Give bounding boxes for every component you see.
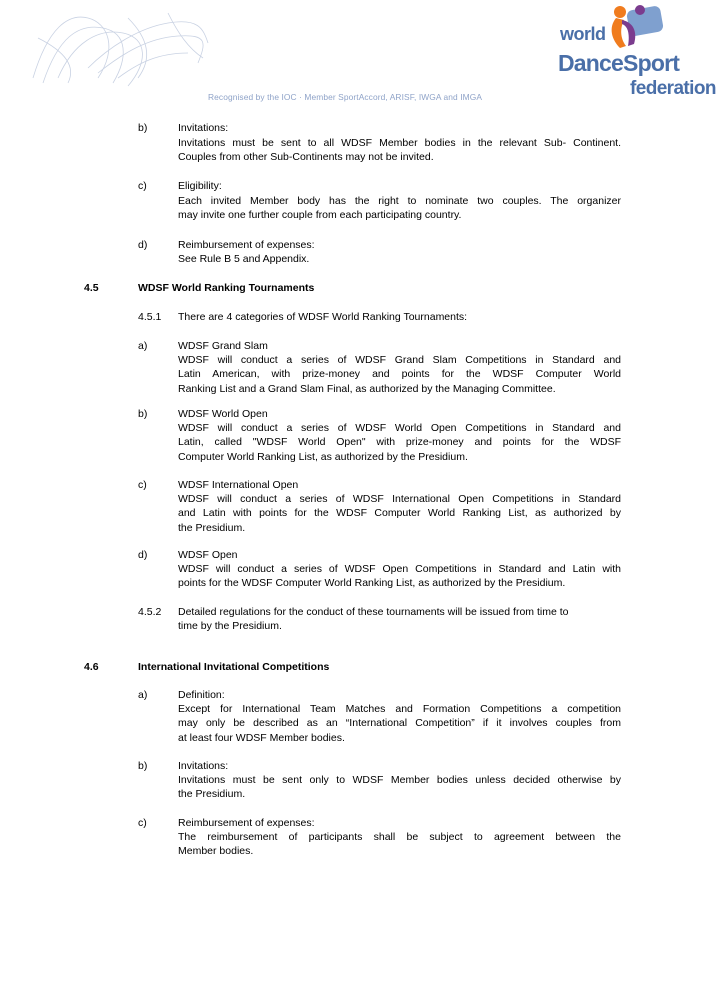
item-label: d) [138, 239, 148, 251]
subsection-text: Detailed regulations for the conduct of these tournaments will be issued from time to time by the Presidium. [178, 606, 569, 633]
item-label: b) [138, 122, 148, 134]
recognition-tagline: Recognised by the IOC · Member SportAccord, ARISF, IWGA and IMGA [208, 92, 483, 102]
item-text: Invitations must be sent to all WDSF Member bodies in the relevant Sub- Continent. Couples from other Sub-Continents may not be invited. [178, 137, 621, 164]
item-text: WDSF will conduct a series of WDSF International Open Competitions in Standard and Latin with points for the WDSF Computer World Ranking List, as authorized by the Presidium. [178, 493, 621, 534]
section-title: International Invitational Competitions [138, 661, 330, 673]
item-title: Reimbursement of expenses: [178, 239, 315, 251]
watermark-graphic [28, 8, 218, 88]
item-label: c) [138, 817, 147, 829]
item-label: b) [138, 760, 148, 772]
dancer-figure-icon [598, 2, 668, 52]
item-title: WDSF Open [178, 549, 238, 561]
logo-text-federation: federation [630, 78, 716, 99]
item-text: Invitations must be sent only to WDSF Member bodies unless decided otherwise by the Presidium. [178, 774, 621, 801]
page-header [0, 0, 716, 110]
subsection-number: 4.5.2 [138, 606, 162, 618]
item-title: Eligibility: [178, 180, 222, 192]
section-number: 4.5 [84, 282, 99, 294]
item-text: The reimbursement of participants shall be subject to agreement between the Member bodies. [178, 831, 621, 858]
section-title: WDSF World Ranking Tournaments [138, 282, 315, 294]
wdsf-logo [556, 2, 716, 102]
item-title: WDSF Grand Slam [178, 340, 268, 352]
item-title: WDSF International Open [178, 479, 299, 491]
item-label: c) [138, 479, 147, 491]
item-label: a) [138, 689, 148, 701]
item-title: Invitations: [178, 760, 229, 772]
item-text: WDSF will conduct a series of WDSF Grand Slam Competitions in Standard and Latin American, with prize-money and points for the WDSF Computer World Ranking List and a Grand Slam Final, as authorized by the Managing Committee. [178, 354, 621, 395]
item-label: d) [138, 549, 148, 561]
item-title: WDSF World Open [178, 408, 268, 420]
logo-text-dancesport: DanceSport [558, 50, 680, 76]
section-number: 4.6 [84, 661, 99, 673]
item-label: a) [138, 340, 148, 352]
item-label: c) [138, 180, 147, 192]
item-text: WDSF will conduct a series of WDSF World Open Competitions in Standard and Latin, called "WDSF World Open" with prize-money and points for the WDSF Computer World Ranking List, as authorized by the Presidium. [178, 422, 621, 463]
item-title: Invitations: [178, 122, 229, 134]
item-label: b) [138, 408, 148, 420]
item-text: Except for International Team Matches and Formation Competitions a competition may only be described as an “International Competition” if it involves couples from at least four WDSF Member bodies. [178, 703, 621, 744]
item-title: Definition: [178, 689, 225, 701]
item-text: See Rule B 5 and Appendix. [178, 253, 310, 265]
subsection-text: There are 4 categories of WDSF World Ranking Tournaments: [178, 311, 468, 323]
logo-text-world: world [560, 24, 606, 44]
item-text: Each invited Member body has the right to nominate two couples. The organizer may invite one further couple from each participating country. [178, 195, 621, 222]
item-title: Reimbursement of expenses: [178, 817, 315, 829]
item-text: WDSF will conduct a series of WDSF Open Competitions in Standard and Latin with points for the WDSF Computer World Ranking List, as authorized by the Presidium. [178, 563, 621, 590]
subsection-number: 4.5.1 [138, 311, 162, 323]
